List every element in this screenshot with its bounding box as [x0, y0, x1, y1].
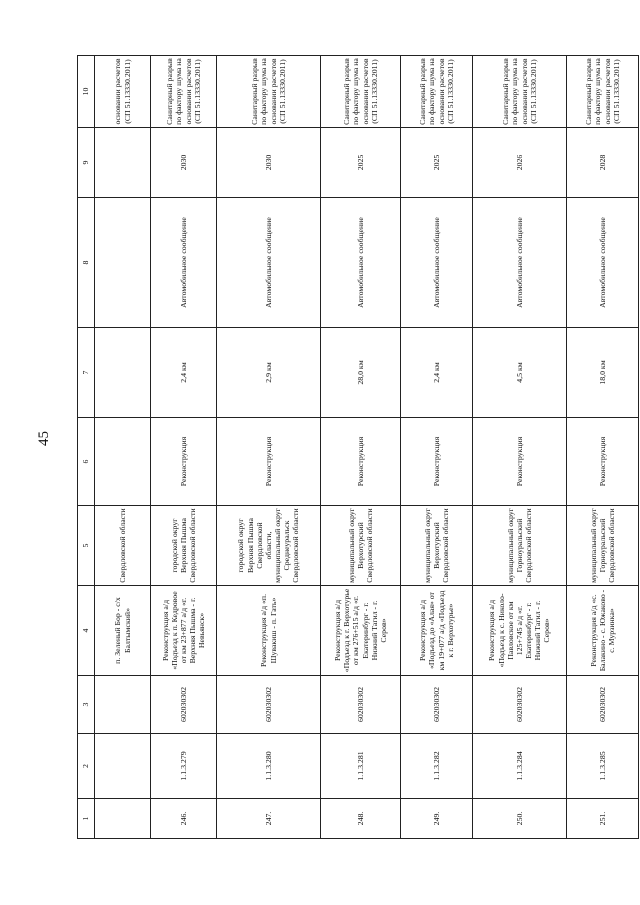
cell-length: 2,9 км — [217, 328, 321, 418]
cell-justification: основании расчетов (СП 51.13330.2011) — [95, 56, 151, 128]
cell-okved: 602030302 — [217, 676, 321, 734]
cell-num: 249. — [401, 799, 473, 839]
cell-location: городской округ Верхняя Пышма Свердловской области — [151, 506, 217, 586]
cell-code: 1.1.3.282 — [401, 734, 473, 799]
table-row — [473, 56, 567, 839]
column-header: 3 — [78, 676, 95, 734]
cell-year — [95, 128, 151, 198]
cell-code: 1.1.3.281 — [321, 734, 401, 799]
cell-type: Реконструкция — [217, 418, 321, 506]
cell-length: 2,4 км — [401, 328, 473, 418]
cell-name: Реконструкция а/д «с. Балакино - с. Южаково - с. Мурзинка» — [567, 586, 639, 676]
cell-length: 28,0 км — [321, 328, 401, 418]
cell-length: 2,4 км — [151, 328, 217, 418]
cell-type: Реконструкция — [321, 418, 401, 506]
cell-name: п. Зеленый Бор - с/х Балтымский» — [95, 586, 151, 676]
cell-num — [95, 799, 151, 839]
cell-name: Реконструкция а/д «Подъезд к с. Николо-Павловское от км 125+745 а/д «г. Екатеринбург - г. Нижний Тагил - г. Серов» — [473, 586, 567, 676]
table-row — [95, 56, 151, 839]
cell-year: 2025 — [401, 128, 473, 198]
cell-year: 2030 — [217, 128, 321, 198]
cell-num: 251. — [567, 799, 639, 839]
cell-location: Свердловской области — [95, 506, 151, 586]
cell-length: 18,0 км — [567, 328, 639, 418]
cell-code: 1.1.3.280 — [217, 734, 321, 799]
page-number: 45 — [36, 431, 52, 446]
cell-purpose: Автомобильное сообщение — [217, 198, 321, 328]
cell-location: муниципальный округ Горноуральский Свердловской области — [567, 506, 639, 586]
cell-code — [95, 734, 151, 799]
cell-location: муниципальный округ Верхотурский Свердловской области — [321, 506, 401, 586]
column-header: 1 — [78, 799, 95, 839]
cell-okved — [95, 676, 151, 734]
cell-purpose: Автомобильное сообщение — [473, 198, 567, 328]
cell-name: Реконструкция а/д «Подъезд к г. Верхотурье от км 276+515 а/д «г. Екатеринбург - г. Нижний Тагил - г. Серов» — [321, 586, 401, 676]
column-header: 7 — [78, 328, 95, 418]
cell-purpose: Автомобильное сообщение — [151, 198, 217, 328]
cell-purpose: Автомобильное сообщение — [401, 198, 473, 328]
table-row — [217, 56, 321, 839]
cell-year: 2026 — [473, 128, 567, 198]
cell-num: 250. — [473, 799, 567, 839]
cell-type: Реконструкция — [151, 418, 217, 506]
cell-okved: 602030302 — [473, 676, 567, 734]
cell-location: городской округ Верхняя Пышма Свердловской области, муниципальный округ Среднеуральск Свердловской области — [217, 506, 321, 586]
cell-year: 2030 — [151, 128, 217, 198]
cell-name: Реконструкция а/д «Подъезд до «Алая» от км 19+077 а/д «Подъезд к г. Верхотурье» — [401, 586, 473, 676]
column-header: 10 — [78, 56, 95, 128]
cell-justification: Санитарный разрыв по фактору шума на основании расчетов (СП 51.13330.2011) — [217, 56, 321, 128]
cell-type: Реконструкция — [567, 418, 639, 506]
cell-okved: 602030302 — [401, 676, 473, 734]
column-header: 8 — [78, 198, 95, 328]
cell-type: Реконструкция — [473, 418, 567, 506]
cell-length — [95, 328, 151, 418]
objects-table — [77, 55, 639, 839]
cell-justification: Санитарный разрыв по фактору шума на основании расчетов (СП 51.13330.2011) — [473, 56, 567, 128]
cell-num: 247. — [217, 799, 321, 839]
cell-okved: 602030302 — [151, 676, 217, 734]
cell-location: муниципальный округ Верхотурский Свердловской области — [401, 506, 473, 586]
rotated-table-container — [77, 56, 621, 839]
cell-year: 2028 — [567, 128, 639, 198]
cell-length: 4,5 км — [473, 328, 567, 418]
table-row — [401, 56, 473, 839]
column-header: 9 — [78, 128, 95, 198]
cell-type: Реконструкция — [401, 418, 473, 506]
cell-justification: Санитарный разрыв по фактору шума на основании расчетов (СП 51.13330.2011) — [321, 56, 401, 128]
cell-type — [95, 418, 151, 506]
cell-okved: 602030302 — [321, 676, 401, 734]
cell-okved: 602030302 — [567, 676, 639, 734]
cell-purpose: Автомобильное сообщение — [567, 198, 639, 328]
cell-num: 246. — [151, 799, 217, 839]
cell-justification: Санитарный разрыв по фактору шума на основании расчетов (СП 51.13330.2011) — [567, 56, 639, 128]
table-row — [567, 56, 639, 839]
column-header: 4 — [78, 586, 95, 676]
cell-year: 2025 — [321, 128, 401, 198]
header-row — [78, 56, 95, 839]
cell-code: 1.1.3.279 — [151, 734, 217, 799]
cell-justification: Санитарный разрыв по фактору шума на основании расчетов (СП 51.13330.2011) — [151, 56, 217, 128]
cell-code: 1.1.3.285 — [567, 734, 639, 799]
cell-name: Реконструкция а/д «п. Шувакиш - п. Гать» — [217, 586, 321, 676]
cell-justification: Санитарный разрыв по фактору шума на основании расчетов (СП 51.13330.2011) — [401, 56, 473, 128]
cell-num: 248. — [321, 799, 401, 839]
table-row — [151, 56, 217, 839]
column-header: 6 — [78, 418, 95, 506]
table-row — [321, 56, 401, 839]
column-header: 2 — [78, 734, 95, 799]
cell-purpose: Автомобильное сообщение — [321, 198, 401, 328]
column-header: 5 — [78, 506, 95, 586]
cell-code: 1.1.3.284 — [473, 734, 567, 799]
cell-location: муниципальный округ Горноуральский Свердловской области — [473, 506, 567, 586]
cell-purpose — [95, 198, 151, 328]
cell-name: Реконструкция а/д «Подъезд к п. Кедровое от км 23+877 а/д «г. Верхняя Пышма - г. Невьянск» — [151, 586, 217, 676]
